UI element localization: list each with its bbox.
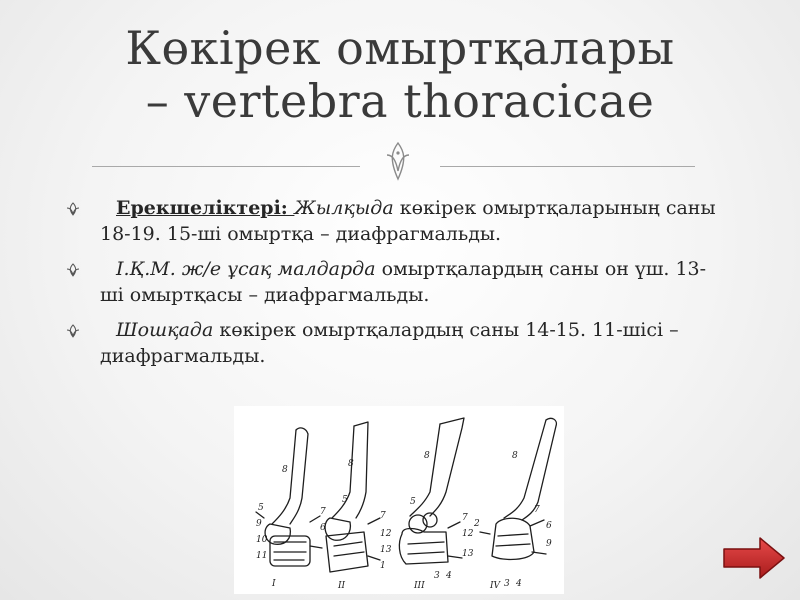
label-b-3: 7 [462, 513, 468, 523]
bullet-body: көкірек омыртқаларының саны 18-19. 15-ші омыртқа – диафрагмальды. [100, 197, 716, 245]
label-b-2: 7 [380, 511, 386, 521]
bullet-lead: Ерекшеліктері: [116, 197, 295, 219]
bullet-emphasis: Жылқыда [294, 197, 394, 219]
ornament-bullet-icon [66, 324, 80, 338]
label-d: 9 [256, 519, 262, 529]
vertebra-4 [480, 418, 556, 559]
bullet-lead: І.Қ.М. ж/е [116, 258, 228, 280]
label-b-4: 7 [534, 505, 540, 515]
label-g-2: 12 [462, 529, 474, 539]
vertebrae-illustration [234, 406, 564, 594]
label-a: 5 [258, 503, 264, 513]
bullet-body: омыртқалардың саны он үш. 13-ші омыртқасы – диафрагмальды. [100, 258, 707, 306]
title-line-1: Көкірек омыртқалары [125, 21, 675, 75]
bullet-body: көкірек омыртқалардың саны 14-15. 11-шісі – диафрагмальды. [100, 319, 679, 367]
bullet-list [62, 196, 722, 379]
label-l-2: 4 [516, 579, 522, 589]
bullet-item [62, 257, 722, 308]
label-k: 3 [434, 571, 440, 581]
label-f: 11 [256, 551, 268, 561]
panel-numeral-4: IV [490, 581, 501, 591]
vertebrae-drawing [234, 406, 564, 594]
ornament-bullet-icon [66, 263, 80, 277]
label-k-2: 3 [504, 579, 510, 589]
panel-numeral-1: I [272, 579, 276, 589]
label-spine-1: 8 [282, 465, 288, 475]
next-slide-button[interactable] [722, 536, 786, 580]
vertebra-1 [256, 428, 322, 566]
label-l: 4 [446, 571, 452, 581]
label-b: 7 [320, 507, 326, 517]
label-d-2: 9 [546, 539, 552, 549]
label-spine-2: 8 [348, 459, 354, 469]
vertebra-2 [325, 422, 380, 572]
label-c: 6 [320, 523, 326, 533]
label-c-2: 6 [546, 521, 552, 531]
label-h-2: 13 [462, 549, 474, 559]
bullet-item [62, 196, 722, 247]
title-line-2: – vertebra thoracicae [145, 74, 655, 128]
panel-numeral-3: III [414, 581, 425, 591]
slide-title [60, 22, 740, 128]
label-i: 1 [380, 561, 386, 571]
label-a-2: 5 [342, 495, 348, 505]
next-arrow-icon[interactable] [722, 536, 786, 580]
title-divider-right [440, 166, 695, 167]
label-h: 13 [380, 545, 392, 555]
label-spine-4: 8 [512, 451, 518, 461]
bullet-emphasis: Шошқада [116, 319, 214, 341]
fleur-ornament-icon [383, 141, 413, 181]
label-e: 10 [256, 535, 268, 545]
panel-numeral-2: II [338, 581, 346, 591]
label-spine-3: 8 [424, 451, 430, 461]
ornament-bullet-icon [66, 202, 80, 216]
label-a-3: 5 [410, 497, 416, 507]
label-j: 2 [474, 519, 480, 529]
bullet-item [62, 318, 722, 369]
label-g: 12 [380, 529, 392, 539]
title-divider-left [92, 166, 360, 167]
vertebra-3 [399, 418, 464, 564]
bullet-emphasis: ұсақ малдарда [227, 258, 376, 280]
